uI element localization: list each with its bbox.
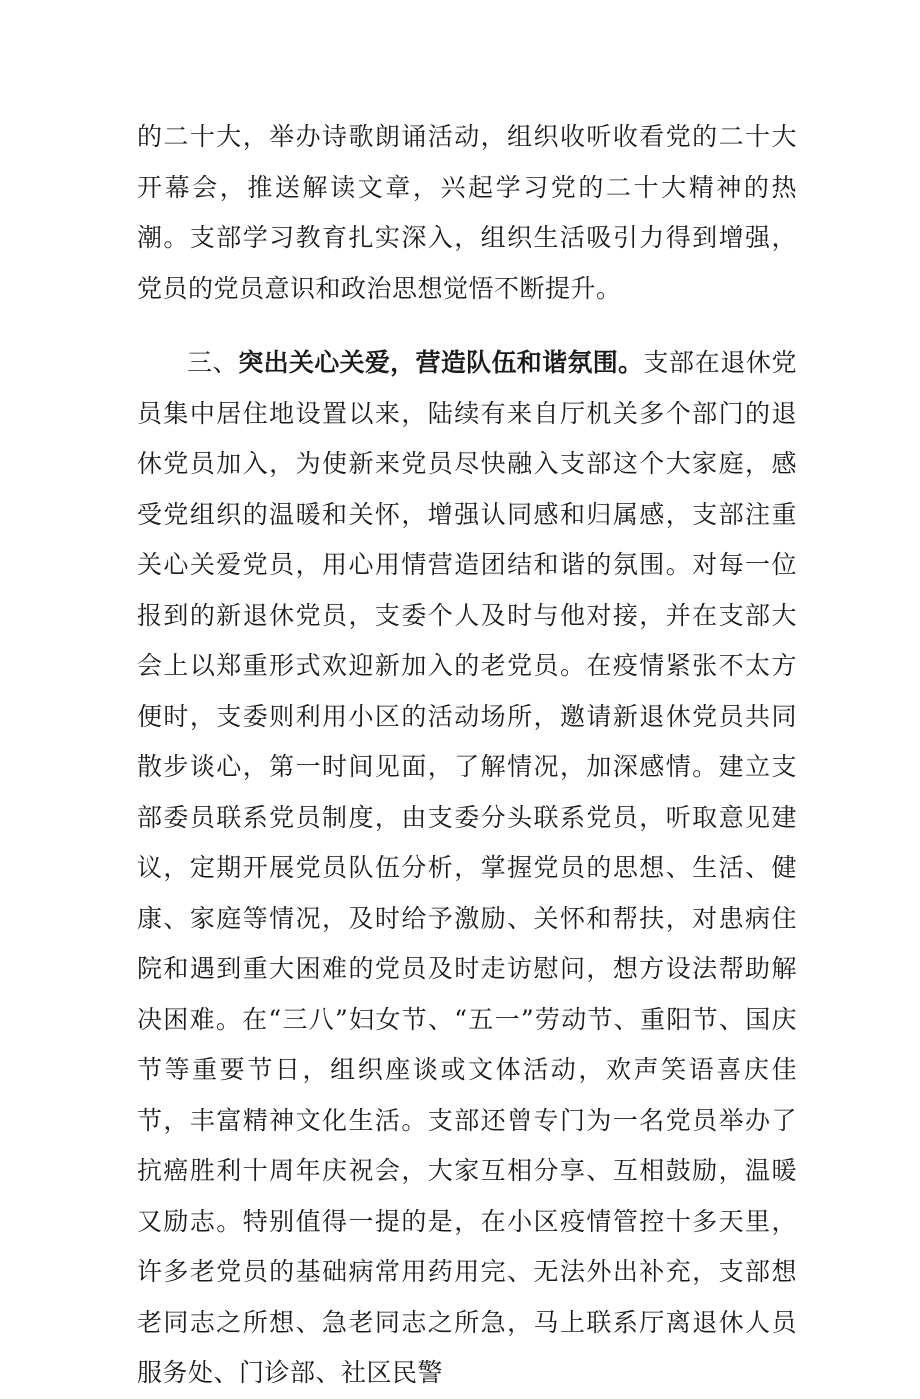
document-body	[137, 112, 797, 1399]
paragraph-care-section	[137, 338, 797, 1399]
section-body-text: 支部在退休党员集中居住地设置以来，陆续有来自厅机关多个部门的退休党员加入，为使新来党员尽快融入支部这个大家庭，感受党组织的温暖和关怀，增强认同感和归属感，支部注重关心关爱党员，用心用情营造团结和谐的氛围。对每一位报到的新退休党员，支委个人及时与他对接，并在支部大会上以郑重形式欢迎新加入的老党员。在疫情紧张不太方便时，支委则利用小区的活动场所，邀请新退休党员共同散步谈心，第一时间见面，了解情况，加深感情。建立支部委员联系党员制度，由支委分头联系党员，听取意见建议，定期开展党员队伍分析，掌握党员的思想、生活、健康、家庭等情况，及时给予激励、关怀和帮扶，对患病住院和遇到重大困难的党员及时走访慰问，想方设法帮助解决困难。在“三八”妇女节、“五一”劳动节、重阳节、国庆节等重要节日，组织座谈或文体活动，欢声笑语喜庆佳节，丰富精神文化生活。支部还曾专门为一名党员举办了抗癌胜利十周年庆祝会，大家互相分享、互相鼓励，温暖又励志。特别值得一提的是，在小区疫情管控十多天里，许多老党员的基础病常用药用完、无法外出补充，支部想老同志之所想、急老同志之所急，马上联系厅离退休人员服务处、门诊部、社区民警	[137, 348, 797, 1387]
section-number: 三、	[187, 348, 239, 377]
section-heading: 突出关心关爱，营造队伍和谐氛围。	[238, 348, 644, 377]
paragraph-study-education: 的二十大，举办诗歌朗诵活动，组织收听收看党的二十大开幕会，推送解读文章，兴起学习党的二十大精神的热潮。支部学习教育扎实深入，组织生活吸引力得到增强，党员的党员意识和政治思想觉悟不断提升。	[137, 122, 797, 303]
